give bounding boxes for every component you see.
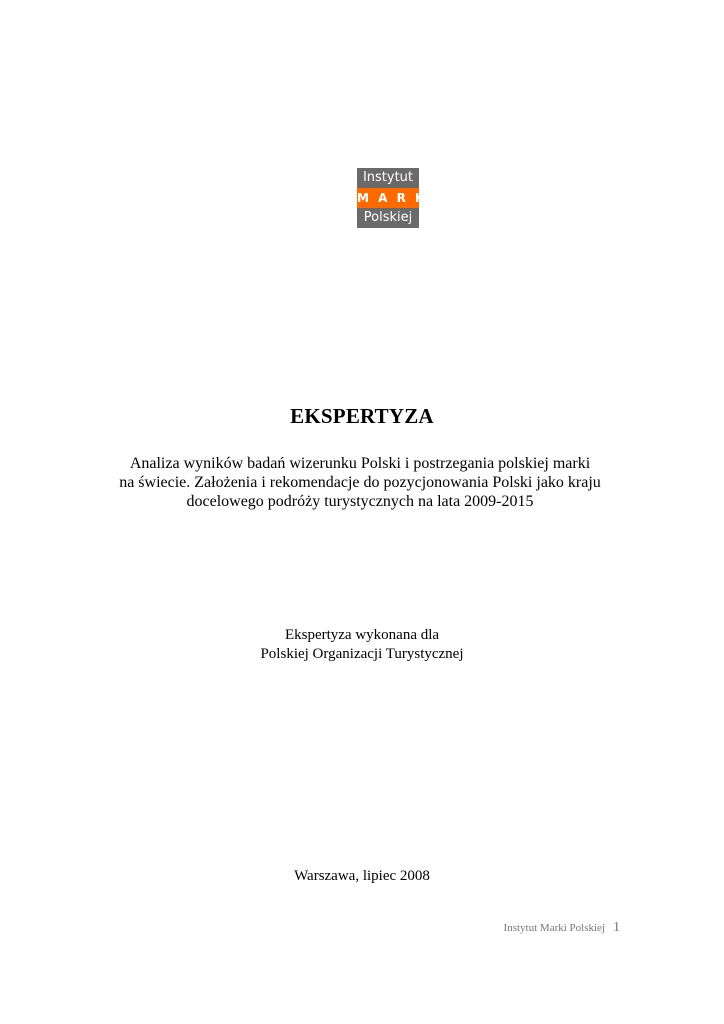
footer-institute-name: Instytut Marki Polskiej xyxy=(503,922,605,934)
subtitle-line: na świecie. Założenia i rekomendacje do pozycjonowania Polski jako kraju xyxy=(119,474,601,491)
commission-line: Ekspertyza wykonana dla xyxy=(284,627,440,643)
logo-line-instytut: Instytut xyxy=(357,168,419,188)
subtitle-line: Analiza wyników badań wizerunku Polski i postrzegania polskiej marki xyxy=(129,455,591,472)
commission-client: Polskiej Organizacji Turystycznej xyxy=(260,646,464,662)
page-footer xyxy=(504,920,620,936)
commission-statement xyxy=(0,626,724,664)
document-title: EKSPERTYZA xyxy=(290,404,434,428)
institute-logo xyxy=(357,168,441,228)
place-and-date: Warszawa, lipiec 2008 xyxy=(294,868,430,884)
subtitle-line: docelowego podróży turystycznych na lata 2009-2015 xyxy=(186,493,534,510)
document-subtitle xyxy=(80,454,640,511)
page-number: 1 xyxy=(613,920,620,935)
logo-line-polskiej: Polskiej xyxy=(357,208,419,228)
logo-line-marki: M A R K I xyxy=(357,188,419,208)
